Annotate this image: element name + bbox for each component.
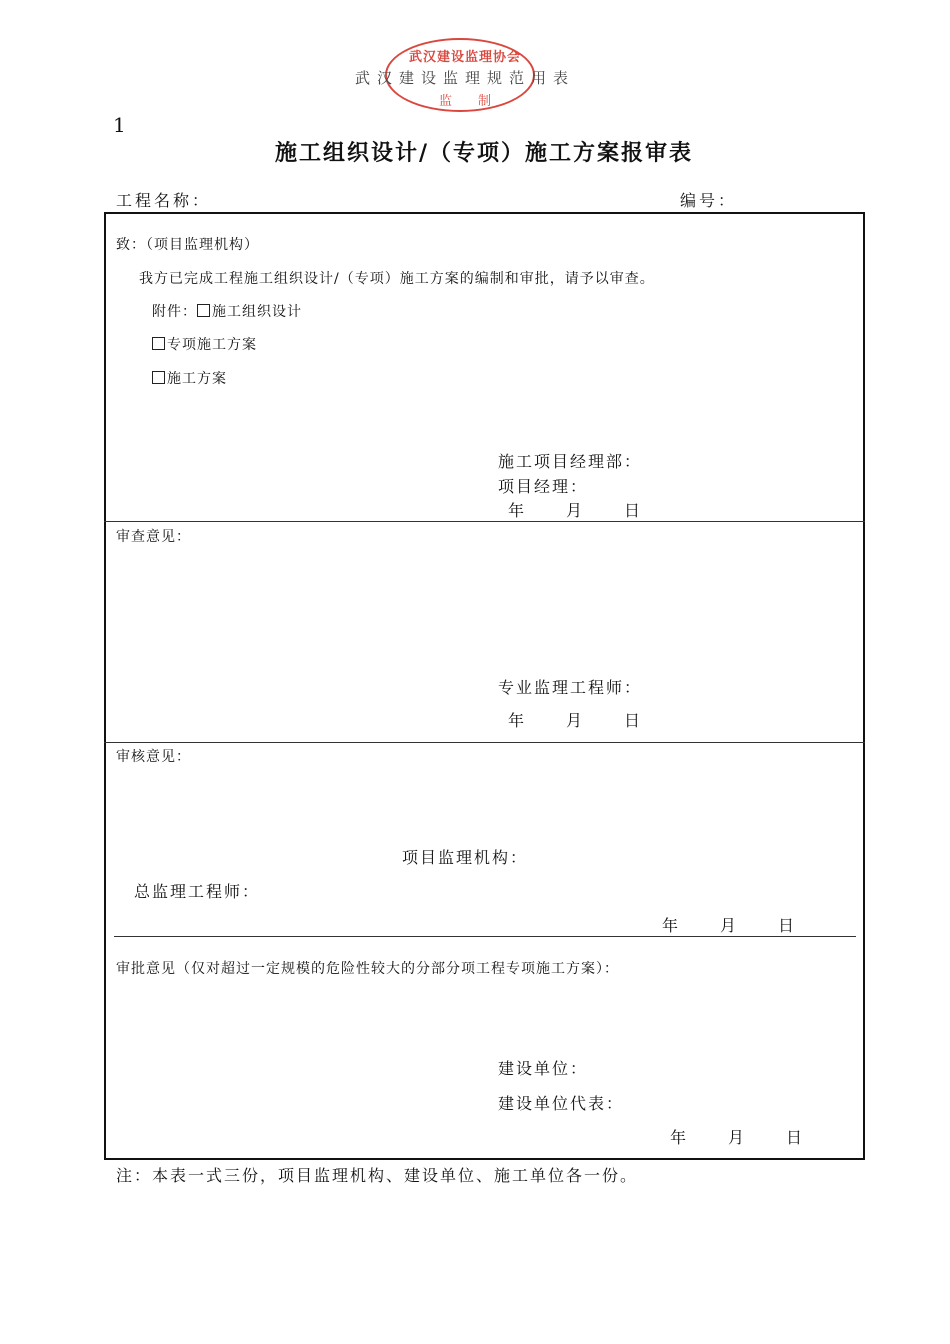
chief-engineer: 总监理工程师： — [134, 882, 261, 901]
date-day: 日 — [624, 711, 643, 730]
review-label: 审查意见： — [116, 529, 191, 545]
audit-label: 审核意见： — [116, 749, 191, 765]
divider-3 — [114, 936, 856, 937]
unit-representative: 建设单位代表： — [498, 1094, 625, 1113]
date-day: 日 — [778, 916, 797, 935]
date-year: 年 — [508, 711, 527, 730]
checkbox-organization-design[interactable] — [197, 304, 210, 317]
number-label: 编号： — [680, 191, 738, 210]
date-year: 年 — [508, 501, 527, 520]
date-month: 月 — [728, 1128, 747, 1147]
form-table — [104, 212, 865, 1160]
project-name-label: 工程名称： — [116, 191, 212, 210]
date-year: 年 — [670, 1128, 689, 1147]
to-line: 致：（项目监理机构） — [116, 237, 259, 253]
divider-1 — [104, 521, 865, 522]
checkbox-special-plan[interactable] — [152, 337, 165, 350]
attachment-label: 附件： — [152, 304, 197, 320]
date-section3 — [662, 913, 836, 936]
audit-org: 项目监理机构： — [402, 848, 529, 867]
stamp-bottom-text: 监制 — [438, 94, 517, 109]
date-section2 — [508, 708, 682, 731]
option-special-plan: 专项施工方案 — [167, 337, 257, 353]
construction-unit: 建设单位： — [498, 1059, 589, 1078]
submission-body: 我方已完成工程施工组织设计/（专项）施工方案的编制和审批，请予以审查。 — [139, 271, 655, 287]
option-row-construction-plan — [152, 368, 227, 388]
sign-dept: 施工项目经理部： — [498, 452, 643, 471]
footer-note: 注：本表一式三份，项目监理机构、建设单位、施工单位各一份。 — [116, 1166, 639, 1185]
option-construction-plan: 施工方案 — [167, 371, 227, 387]
form-title: 施工组织设计/（专项）施工方案报审表 — [274, 140, 694, 166]
date-day: 日 — [624, 501, 643, 520]
stamp-middle-text: 武汉建设监理规范用表 — [355, 69, 576, 87]
date-year: 年 — [662, 916, 681, 935]
attachment-row — [152, 301, 302, 321]
date-month: 月 — [566, 501, 585, 520]
date-section1 — [508, 498, 682, 521]
checkbox-construction-plan[interactable] — [152, 371, 165, 384]
date-section4 — [670, 1125, 844, 1148]
page-number: 1 — [113, 113, 126, 137]
review-sign: 专业监理工程师： — [498, 678, 643, 697]
date-month: 月 — [720, 916, 739, 935]
approval-label: 审批意见（仅对超过一定规模的危险性较大的分部分项工程专项施工方案）： — [116, 961, 619, 977]
date-month: 月 — [566, 711, 585, 730]
stamp-top-text: 武汉建设监理协会 — [408, 50, 521, 65]
association-stamp — [355, 38, 575, 116]
sign-manager: 项目经理： — [498, 477, 589, 496]
option-organization-design: 施工组织设计 — [212, 304, 302, 320]
date-day: 日 — [786, 1128, 805, 1147]
option-row-special-plan — [152, 334, 257, 354]
divider-2 — [104, 742, 865, 743]
